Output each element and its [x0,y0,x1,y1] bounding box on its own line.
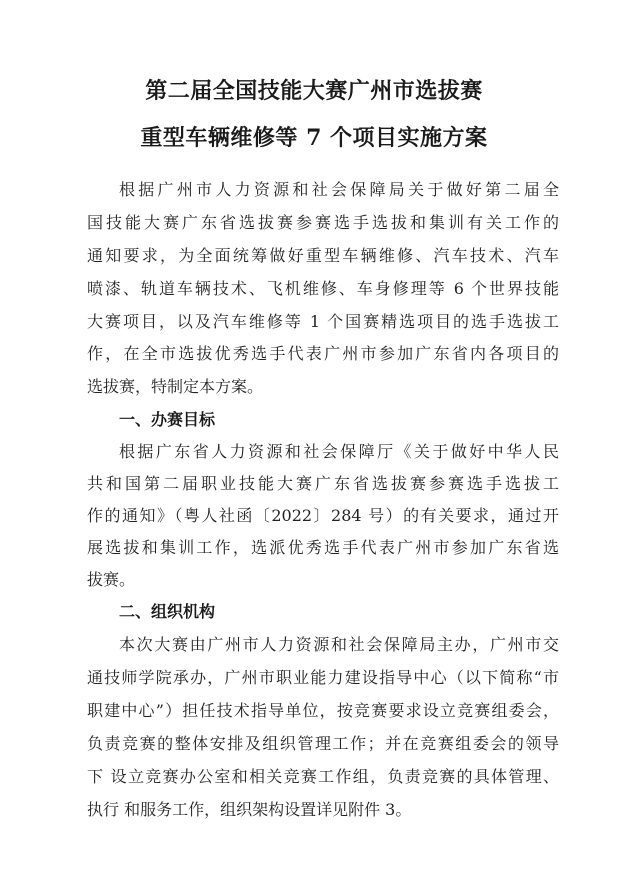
section-heading-organization: 二、组织机构 [119,602,216,621]
section2-line: 下 设立竞赛办公室和相关竞赛工作组，负责竞赛的具体管理、 [87,767,559,786]
section1-line: 展选拔和集训工作，选派优秀选手代表广州市参加广东省选 [87,538,559,557]
intro-line: 大赛项目，以及汽车维修等 1 个国赛精选项目的选手选拔工 [87,312,559,331]
section2-line: 负责竞赛的整体安排及组织管理工作；并在竞赛组委会的领导 [87,734,559,753]
intro-line: 根据广州市人力资源和社会保障局关于做好第二届全 [119,180,559,199]
section1-line: 拔赛。 [87,570,136,589]
section2-line: 职建中心”）担任技术指导单位，按竞赛要求设立竞赛组委会， [87,701,559,720]
intro-line: 喷漆、轨道车辆技术、飞机维修、车身修理等 6 个世界技能 [87,279,559,298]
document-title-line-1: 第二届全国技能大赛广州市选拔赛 [145,78,483,104]
section2-line: 执行 和服务工作，组织架构设置详见附件 3。 [87,800,412,819]
section1-line: 根据广东省人力资源和社会保障厅《关于做好中华人民 [119,442,559,461]
intro-line: 通知要求，为全面统筹做好重型车辆维修、汽车技术、汽车 [87,246,559,265]
section1-line: 共和国第二届职业技能大赛广东省选拔赛参赛选手选拔工 [87,474,559,493]
intro-line: 国技能大赛广东省选拔赛参赛选手选拔和集训有关工作的 [87,213,559,232]
intro-line: 选拔赛，特制定本方案。 [87,377,264,396]
document-title-line-2: 重型车辆维修等 7 个项目实施方案 [140,125,488,151]
intro-line: 作，在全市选拔优秀选手代表广州市参加广东省内各项目的 [87,344,559,363]
section-heading-goals: 一、办赛目标 [119,410,216,429]
section2-line: 通技师学院承办，广州市职业能力建设指导中心（以下简称“市 [87,668,559,687]
section1-line: 作的通知》（粤人社函〔2022〕284 号）的有关要求，通过开 [87,506,559,525]
section2-line: 本次大赛由广州市人力资源和社会保障局主办，广州市交 [119,635,559,654]
